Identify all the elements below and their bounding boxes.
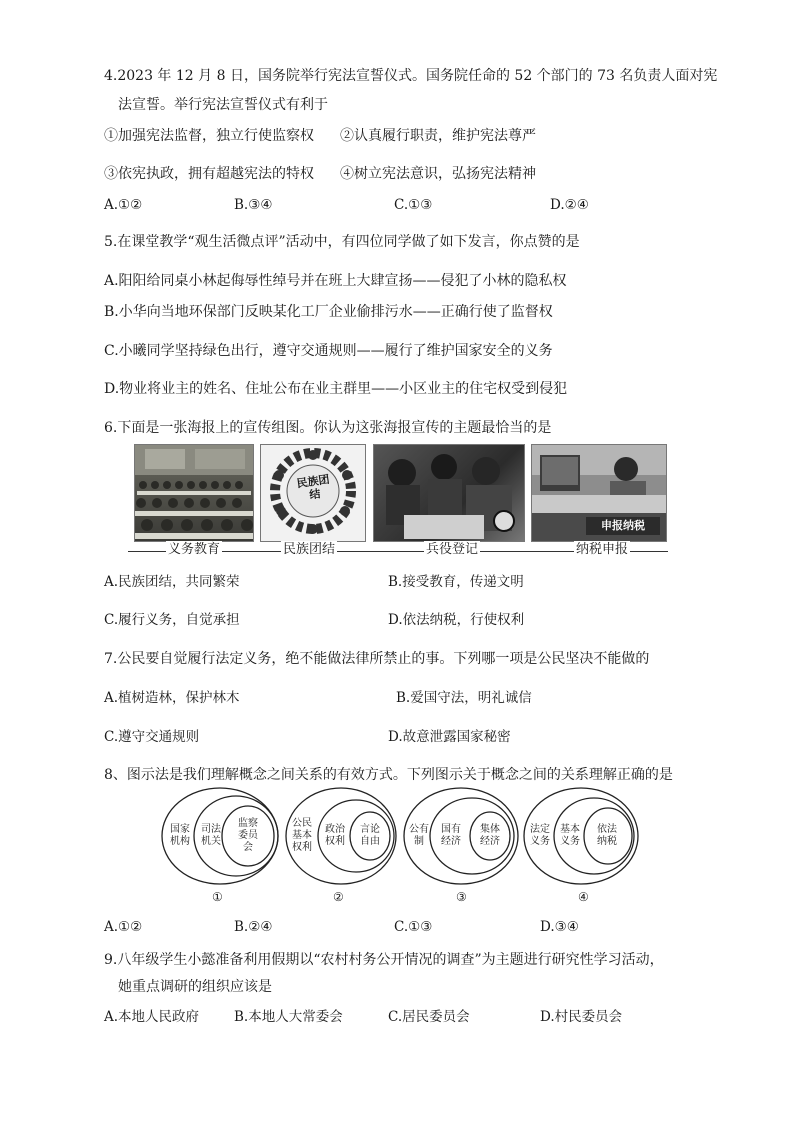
q5-stem: 5.在课堂教学“观生活微点评”活动中，有四位同学做了如下发言，你点赞的是	[104, 234, 580, 250]
q8-stem: 8、图示法是我们理解概念之间关系的有效方式。下列图示关于概念之间的关系理解正确的是	[104, 767, 673, 783]
label-line: 委员	[238, 830, 258, 841]
q5-option-a: A.阳阳给同桌小林起侮辱性绰号并在班上大肆宣扬——侵犯了小林的隐私权	[104, 273, 567, 289]
diagram-2-inner-label	[356, 824, 384, 848]
diagram-4-outer-label	[526, 824, 554, 848]
label-line: 会	[243, 842, 253, 853]
q9-stem-line2: 她重点调研的组织应该是	[118, 979, 272, 995]
diagram-3	[402, 786, 520, 890]
photo-tax-declaration	[531, 444, 667, 542]
diagram-4-number: ④	[578, 890, 589, 904]
label-line: 机关	[201, 836, 221, 847]
label-line: 法定	[530, 824, 550, 835]
classroom-image	[135, 445, 253, 541]
photo-ethnic-unity	[260, 444, 366, 542]
photo-compulsory-education	[134, 444, 254, 542]
label-line: 政治	[325, 824, 345, 835]
diagram-1-outer-label	[164, 824, 196, 848]
label-line: 言论	[360, 824, 380, 835]
label-line: 基本	[292, 830, 312, 841]
caption-ethnic-unity: 民族团结	[283, 542, 336, 557]
label-line: 公有	[409, 824, 429, 835]
diagram-3-outer-label	[406, 824, 432, 848]
q5-option-d: D.物业将业主的姓名、住址公布在业主群里——小区业主的住宅权受到侵犯	[104, 381, 568, 397]
q8-option-b: B.②④	[234, 919, 273, 935]
tax-sign: 申报纳税	[586, 517, 660, 535]
label-line: 经济	[480, 836, 500, 847]
q4-option-c: C.①③	[394, 197, 433, 213]
q4-stem-line2: 法宣誓。举行宪法宣誓仪式有利于	[118, 97, 328, 113]
q4-item4: ④树立宪法意识，弘扬宪法精神	[340, 166, 536, 182]
q7-option-b: B.爱国守法，明礼诚信	[396, 690, 532, 706]
q6-option-a: A.民族团结，共同繁荣	[104, 574, 240, 590]
label-line: 权利	[325, 836, 345, 847]
q4-item3: ③依宪执政，拥有超越宪法的特权	[104, 166, 314, 182]
caption-compulsory-education: 义务教育	[168, 542, 221, 557]
diagram-2-middle-label	[322, 824, 348, 848]
q6-stem: 6.下面是一张海报上的宣传组图。你认为这张海报宣传的主题最恰当的是	[104, 420, 552, 436]
registration-scene-image	[374, 445, 524, 541]
q9-option-c: C.居民委员会	[388, 1009, 470, 1025]
diagram-3-inner-label	[476, 824, 504, 848]
label-line: 经济	[441, 836, 461, 847]
q8-option-a: A.①②	[104, 919, 143, 935]
q8-option-d: D.③④	[540, 919, 579, 935]
q6-option-b: B.接受教育，传递文明	[388, 574, 524, 590]
q7-option-d: D.故意泄露国家秘密	[388, 729, 511, 745]
diagram-1-inner-label	[234, 818, 262, 854]
diagram-3-number: ③	[456, 890, 467, 904]
q7-stem: 7.公民要自觉履行法定义务，绝不能做法律所禁止的事。下列哪一项是公民坚决不能做的	[104, 651, 650, 667]
q8-option-c: C.①③	[394, 919, 433, 935]
caption-military-registration: 兵役登记	[426, 542, 479, 557]
diagram-2-number: ②	[333, 890, 344, 904]
diagram-4-middle-label	[556, 824, 584, 848]
label-line: 制	[414, 836, 424, 847]
ethnic-unity-text: 民族团结	[295, 472, 331, 502]
q9-option-a: A.本地人民政府	[104, 1009, 200, 1025]
q7-option-a: A.植树造林，保护林木	[104, 690, 240, 706]
label-line: 基本	[560, 824, 580, 835]
label-line: 集体	[480, 824, 500, 835]
diagram-4-inner-label	[592, 824, 622, 848]
q4-option-a: A.①②	[104, 197, 143, 213]
label-line: 监察	[238, 818, 258, 829]
diagram-2-outer-label	[288, 818, 316, 854]
label-line: 公民	[292, 818, 312, 829]
diagram-4	[522, 786, 640, 890]
label-line: 机构	[170, 836, 190, 847]
q5-option-c: C.小曦同学坚持绿色出行，遵守交通规则——履行了维护国家安全的义务	[104, 343, 553, 359]
label-line: 国有	[441, 824, 461, 835]
label-line: 纳税	[597, 836, 617, 847]
caption-tax-declaration: 纳税申报	[576, 542, 629, 557]
diagram-1	[160, 786, 280, 890]
q7-option-c: C.遵守交通规则	[104, 729, 200, 745]
q4-option-d: D.②④	[550, 197, 589, 213]
diagram-2	[284, 786, 398, 890]
photo-military-registration	[373, 444, 525, 542]
q9-stem-line1: 9.八年级学生小懿准备利用假期以“农村村务公开情况的调查”为主题进行研究性学习活动，	[104, 952, 664, 968]
label-line: 义务	[530, 836, 550, 847]
q4-item2: ②认真履行职责，维护宪法尊严	[340, 128, 536, 144]
diagram-3-middle-label	[436, 824, 466, 848]
q4-item1: ①加强宪法监督，独立行使监察权	[104, 128, 314, 144]
label-line: 司法	[201, 824, 221, 835]
diagram-1-middle-label	[198, 824, 224, 848]
label-line: 自由	[360, 836, 380, 847]
label-line: 权利	[292, 842, 312, 853]
q9-option-b: B.本地人大常委会	[234, 1009, 343, 1025]
diagram-1-number: ①	[212, 890, 223, 904]
q5-option-b: B.小华向当地环保部门反映某化工厂企业偷排污水——正确行使了监督权	[104, 304, 553, 320]
q4-option-b: B.③④	[234, 197, 273, 213]
label-line: 国家	[170, 824, 190, 835]
q6-option-c: C.履行义务，自觉承担	[104, 612, 240, 628]
q6-option-d: D.依法纳税，行使权利	[388, 612, 525, 628]
label-line: 依法	[597, 824, 617, 835]
label-line: 义务	[560, 836, 580, 847]
q4-stem-line1: 4.2023 年 12 月 8 日，国务院举行宪法宣誓仪式。国务院任命的 52 个部门的 73 名负责人面对宪	[104, 68, 718, 84]
q9-option-d: D.村民委员会	[540, 1009, 623, 1025]
